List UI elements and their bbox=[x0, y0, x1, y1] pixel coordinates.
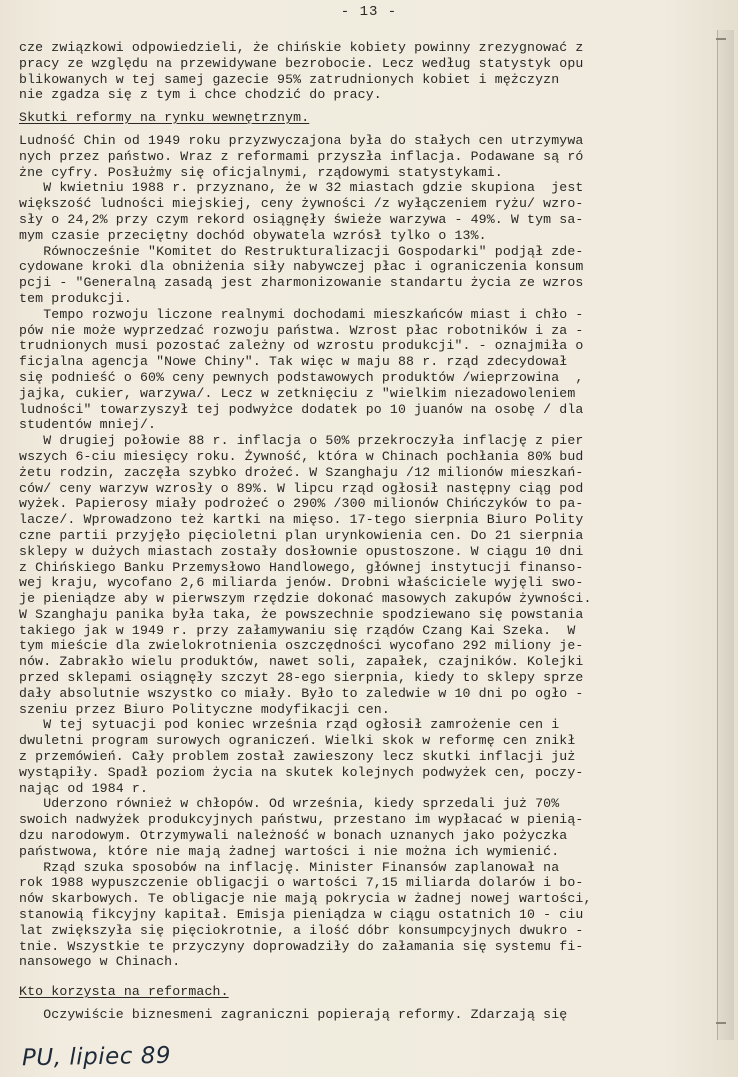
text-line: Tempo rozwoju liczone realnymi dochodami mieszkańców miast i chło - bbox=[19, 306, 584, 322]
text-line: tem produkcji. bbox=[19, 290, 132, 306]
text-line: nie zgadza się z tym i chce chodzić do pracy. bbox=[19, 87, 382, 103]
binding-edge bbox=[717, 30, 734, 1040]
text-line: szeniu przez Biuro Polityczne modyfikacji cen. bbox=[19, 701, 390, 717]
text-line: wszych 6-ciu miesięcy roku. Żywność, która w Chinach pochłania 80% bud bbox=[19, 448, 584, 464]
text-line: żetu rodzin, zaczęła szybko drożeć. W Szanghaju /12 milionów mieszkań- bbox=[19, 464, 584, 480]
text-line: W kwietniu 1988 r. przyznano, że w 32 miastach gdzie skupiona jest bbox=[19, 180, 584, 196]
binding-mark bbox=[716, 38, 726, 40]
text-line: ludności" towarzyszył tej podwyżce dodatek po 10 juanów na osobę / dla bbox=[19, 401, 584, 417]
document-body bbox=[19, 40, 709, 1023]
text-line: żne cyfry. Posłużmy się oficjalnymi, rządowymi statystykami. bbox=[19, 164, 503, 180]
text-line: takiego jak w 1949 r. przy załamywaniu się rządów Czang Kai Szeka. W bbox=[19, 622, 576, 638]
spacer bbox=[19, 970, 709, 984]
text-line: sklepy w dużych miastach zostały dosłownie opustoszone. W ciągu 10 dni bbox=[19, 543, 584, 559]
text-line: Rząd szuka sposobów na inflację. Minister Finansów zaplanował na bbox=[19, 859, 560, 875]
text-line: W tej sytuacji pod koniec września rząd ogłosił zamrożenie cen i bbox=[19, 717, 560, 733]
text-line: jajka, cukier, warzywa/. Lecz w zetknięciu z "wielkim niezadowoleniem bbox=[19, 385, 576, 401]
spacer bbox=[19, 103, 709, 110]
text-line: blikowanych w tej samej gazecie 95% zatrudnionych kobiet i mężczyzn bbox=[19, 71, 560, 87]
text-line: z przemówień. Cały problem został zawieszony lecz skutki inflacji już bbox=[19, 749, 576, 765]
text-line: W drugiej połowie 88 r. inflacja o 50% przekroczyła inflację z pier bbox=[19, 433, 584, 449]
spacer bbox=[19, 126, 709, 133]
intro-paragraph bbox=[19, 40, 709, 103]
text-line: nów. Zabrakło wielu produktów, nawet soli, zapałek, czajników. Kolejki bbox=[19, 654, 584, 670]
text-line: lacze/. Wprowadzono też kartki na mięso. 17-tego sierpnia Biuro Polity bbox=[19, 512, 584, 528]
text-line: Oczywiście biznesmeni zagraniczni popierają reformy. Zdarzają się bbox=[19, 1007, 568, 1023]
text-line: pów nie może wyprzedzać rozwoju państwa. Wzrost płac robotników i za - bbox=[19, 322, 584, 338]
binding-mark bbox=[716, 1022, 726, 1024]
text-line: się podnieść o 60% ceny pewnych podstawowych produktów /wieprzowina , bbox=[19, 369, 584, 385]
text-line: państwowa, które nie mają żadnej wartości i nie można ich wymienić. bbox=[19, 843, 560, 859]
spacer bbox=[19, 1000, 709, 1007]
text-line: trudnionych musi pozostać zależny od wzrostu produkcji". - oznajmiła o bbox=[19, 338, 584, 354]
text-line: wystąpiły. Spadł poziom życia na skutek kolejnych podwyżek cen, poczy- bbox=[19, 764, 584, 780]
text-line: nansowego w Chinach. bbox=[19, 954, 181, 970]
text-line: pracy ze względu na przewidywane bezrobocie. Lecz według statystyk opu bbox=[19, 55, 584, 71]
section-market-effects bbox=[19, 133, 709, 970]
text-line: Ludność Chin od 1949 roku przyzwyczajona była do stałych cen utrzymywa bbox=[19, 132, 584, 148]
text-line: rok 1988 wypuszczenie obligacji o wartości 7,15 miliarda dolarów i bo- bbox=[19, 875, 584, 891]
handwritten-annotation: PU, lipiec 89 bbox=[21, 1042, 172, 1072]
text-line: tnie. Wszystkie te przyczyny doprowadziły do załamania się systemu fi- bbox=[19, 938, 584, 954]
text-line: W Szanghaju panika była taka, że powszechnie spodziewano się powstania bbox=[19, 606, 584, 622]
text-line: wyżek. Papierosy miały podrożeć o 290% /300 milionów Chińczyków to pa- bbox=[19, 496, 584, 512]
section-heading-market-effects: Skutki reformy na rynku wewnętrznym. bbox=[19, 110, 310, 126]
text-line: mym czasie przeciętny dochód obywatela wzrósł tylko o 13%. bbox=[19, 227, 487, 243]
section-who-benefits bbox=[19, 1007, 709, 1023]
text-line: nych przez państwo. Wraz z reformami przyszła inflacja. Podawane są ró bbox=[19, 148, 584, 164]
text-line: swoich nadwyżek produkcyjnych państwu, przestano im wypłacać w pienią- bbox=[19, 812, 584, 828]
text-line: studentów mniej/. bbox=[19, 417, 157, 433]
text-line: cydowane kroki dla obniżenia siły nabywczej płac i ograniczenia konsum bbox=[19, 259, 584, 275]
section-heading-who-benefits: Kto korzysta na reformach. bbox=[19, 984, 229, 1000]
page-number: - 13 - bbox=[340, 4, 398, 20]
text-line: pcji - "Generalną zasadą jest zharmonizowanie standartu życia ze wzros bbox=[19, 275, 584, 291]
text-line: ców/ ceny warzyw wzrosły o 89%. W lipcu rząd ogłosił następny ciąg pod bbox=[19, 480, 584, 496]
text-line: stanowią fikcyjny kapitał. Emisja pieniądza w ciągu ostatnich 10 - ciu bbox=[19, 907, 584, 923]
text-line: dwuletni program surowych ograniczeń. Wielki skok w reformę cen znikł bbox=[19, 733, 576, 749]
text-line: z Chińskiego Banku Przemysłowo Handlowego, głównej instytucji finanso- bbox=[19, 559, 584, 575]
text-line: dały absolutnie wszystko co miały. Było to zaledwie w 10 dni po ogło - bbox=[19, 685, 584, 701]
text-line: wej kraju, wycofano 2,6 miliarda jenów. Drobni właściciele wyjęli swo- bbox=[19, 575, 584, 591]
text-line: nając od 1984 r. bbox=[19, 780, 149, 796]
text-line: ficjalna agencja "Nowe Chiny". Tak więc w maju 88 r. rząd zdecydował bbox=[19, 354, 568, 370]
text-line: tym mieście dla zwielokrotnienia oszczędności wycofano 292 miliony je- bbox=[19, 638, 584, 654]
text-line: lat zwiększyła się pięciokrotnie, a ilość dóbr konsumpcyjnych dwukro - bbox=[19, 922, 584, 938]
text-line: dzu narodowym. Otrzymywali należność w bonach uznanych jako pożyczka bbox=[19, 828, 568, 844]
text-line: Uderzono również w chłopów. Od września, kiedy sprzedali już 70% bbox=[19, 796, 560, 812]
text-line: przed sklepami osiągnęły szczyt 28-ego sierpnia, kiedy to sklepy sprze bbox=[19, 670, 584, 686]
text-line: większość ludności miejskiej, ceny żywności /z wyłączeniem ryżu/ wzro- bbox=[19, 196, 584, 212]
text-line: sły o 24,2% przy czym rekord osiągnęły świeże warzywa - 49%. W tym sa- bbox=[19, 211, 584, 227]
text-line: czne partii przyjęło pięcioletni plan urynkowienia cen. Do 21 sierpnia bbox=[19, 527, 584, 543]
text-line: nów skarbowych. Te obligacje nie mają pokrycia w żadnej nowej wartości, bbox=[19, 891, 592, 907]
text-line: cze związkowi odpowiedzieli, że chińskie kobiety powinny zrezygnować z bbox=[19, 40, 584, 55]
text-line: je pieniądze aby w pierwszym rzędzie dokonać masowych zakupów żywności. bbox=[19, 591, 592, 607]
text-line: Równocześnie "Komitet do Restrukturalizacji Gospodarki" podjął zde- bbox=[19, 243, 584, 259]
